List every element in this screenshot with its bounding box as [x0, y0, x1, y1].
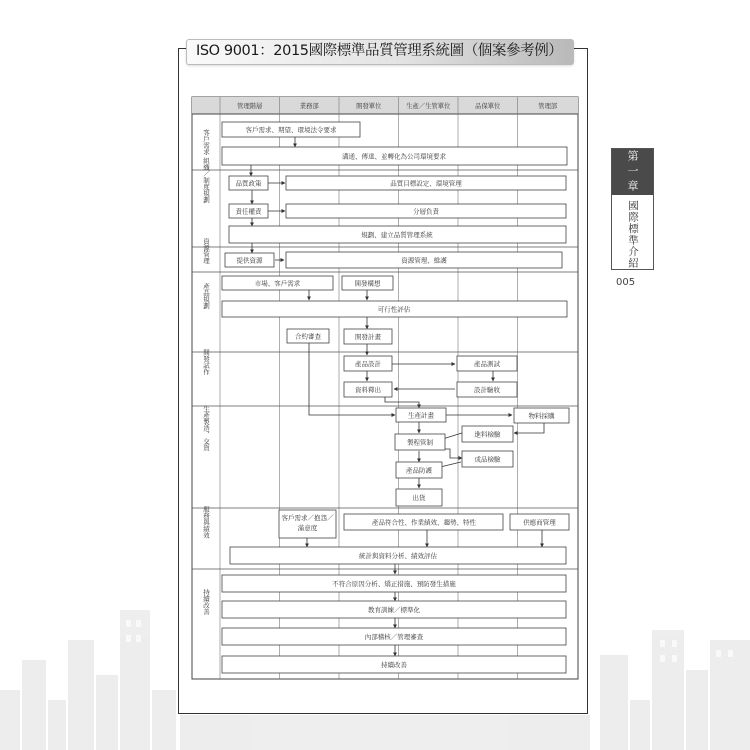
box-text-continual-improvement: 持續改善 [381, 661, 407, 669]
box-text-communication: 溝通、傳達、並轉化為公司環境要求 [342, 152, 446, 161]
lane-header-bar [220, 97, 578, 114]
box-text-product-design: 產品設計 [355, 360, 381, 368]
box-text-feasibility: 可行性評估 [377, 305, 411, 314]
page-title: ISO 9001：2015國際標準品質管理系統圖（個案參考例） [196, 43, 563, 59]
section-label-production: 生產製造、交貨 [202, 405, 210, 451]
box-text-product-storage: 產品防護 [406, 466, 432, 475]
box-text-provide-resources: 提供資源 [236, 256, 263, 265]
box-text-responsibility: 責任權責 [235, 207, 262, 216]
box-text-customer-requirements: 客戶需求、期望、環境法令要求 [245, 126, 337, 134]
box-text-shipping: 出貨 [412, 494, 426, 502]
box-text-dev-concept: 開發構想 [354, 279, 381, 288]
chapter-label: 第一章 [612, 149, 653, 195]
box-text-training: 教育訓練／標準化 [368, 606, 420, 614]
box-text-design-acceptance: 設計驗收 [474, 386, 500, 394]
box-text-market-needs: 市場、客戶需求 [254, 279, 301, 288]
box-text-product-test: 產品測試 [474, 360, 500, 368]
box-text-process-control: 製程管制 [407, 438, 433, 447]
box-text-nonconformity: 不符合原因分析、矯正措施、預防發生措施 [332, 580, 456, 588]
lane-header-sales: 業務部 [299, 103, 319, 110]
box-text-resource-management: 資源管理、維護 [401, 256, 447, 265]
box-text-supplier-management: 供應商管理 [523, 518, 556, 527]
box-text-authority-assignment: 分層負責 [413, 207, 439, 216]
box-text-planning-qms: 規劃、建立品質管理系統 [361, 231, 433, 239]
lane-header-development: 開發單位 [356, 103, 382, 110]
lane-header-administration: 管理部 [538, 103, 558, 110]
section-label-dev-trial: 開發試作 [202, 349, 210, 375]
box-text-product-conformity: 產品符合性、作業績效、趨勢、特性 [372, 518, 476, 527]
box-text-data-release: 資料釋出 [355, 386, 381, 394]
section-label-service: 服務與績效 [202, 505, 210, 539]
chapter-tab [611, 148, 654, 270]
page-number: 005 [616, 277, 636, 288]
section-label-organization: 組織／制度規劃 [202, 157, 210, 203]
box-text-contract-review: 合約審查 [295, 332, 321, 341]
lane-header-quality-assurance: 品保單位 [475, 103, 501, 110]
lane-header-management: 管理階層 [237, 103, 263, 110]
section-label-customer: 客戶需求 [202, 129, 210, 155]
box-text-material-purchase: 物料採購 [528, 412, 555, 420]
box-text-finished-inspection: 成品檢驗 [474, 455, 501, 464]
box-text-statistical-analysis: 統計與資料分析、績效評估 [359, 552, 437, 560]
lane-header-production: 生產／生管單位 [406, 103, 451, 110]
box-text-internal-audit: 內部稽核／管理審查 [364, 633, 424, 641]
box-text-dev-plan: 開發計畫 [355, 333, 381, 341]
section-label-resource: 資源管理 [202, 238, 210, 264]
chapter-name: 國際標準介紹 [627, 199, 639, 269]
box-text-customer-complaint: 客戶需求／抱怨／滿意度 [281, 514, 334, 532]
box-text-production-plan: 生產計畫 [408, 411, 434, 420]
section-label-product-planning: 產品規劃 [202, 283, 210, 309]
section-label-improvement: 持續改善 [202, 589, 210, 615]
box-text-incoming-inspection: 進料檢驗 [474, 430, 501, 439]
box-text-quality-policy: 品質政策 [235, 179, 262, 188]
box-text-quality-objectives: 品質目標設定、環境管理 [390, 179, 462, 188]
